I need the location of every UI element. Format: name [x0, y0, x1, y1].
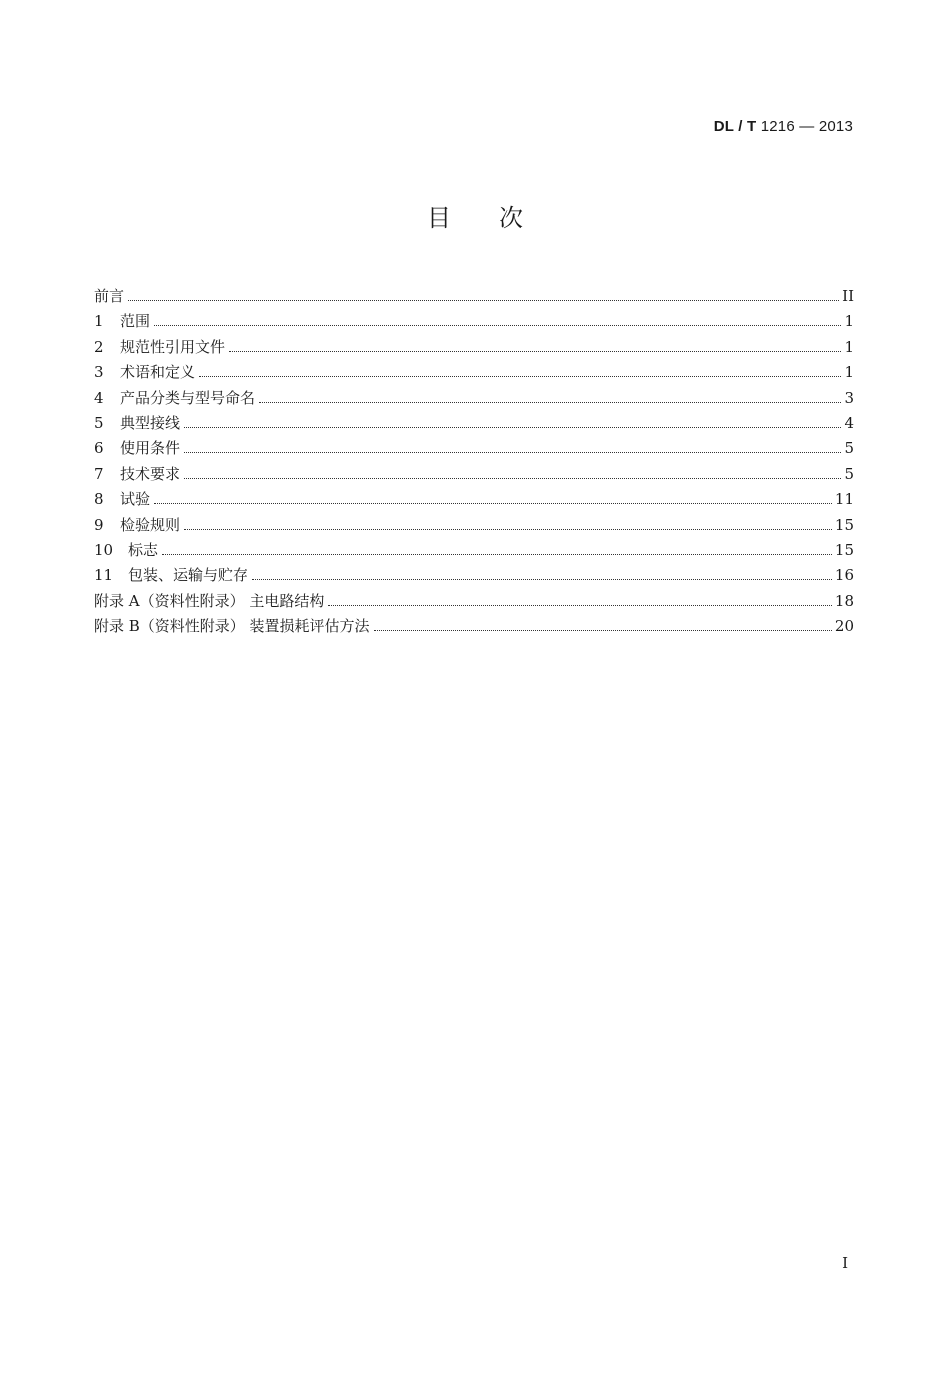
toc-entry-label: 标志 — [128, 540, 159, 559]
standard-code — [714, 118, 853, 135]
toc-entry-page: 15 — [834, 515, 854, 534]
toc-leader-dots — [184, 426, 841, 428]
toc-entry-page: II — [842, 287, 854, 305]
table-of-contents — [94, 285, 854, 640]
toc-leader-dots — [328, 604, 832, 606]
toc-entry-number: 11 — [94, 566, 114, 585]
toc-entry-number: 8 — [94, 490, 104, 509]
toc-entry-page: 1 — [844, 312, 854, 331]
toc-entry-label: 范围 — [120, 312, 151, 331]
toc-leader-dots — [259, 401, 841, 403]
toc-entry-page: 1 — [844, 337, 854, 356]
toc-entry-label: 典型接线 — [120, 413, 181, 432]
toc-entry-number: 9 — [94, 515, 104, 534]
toc-entry-page: 3 — [844, 388, 854, 407]
toc-entry-page: 15 — [834, 540, 854, 559]
toc-entry-9[interactable] — [94, 514, 854, 539]
toc-entry-page: 1 — [844, 363, 854, 382]
toc-entry-label: 使用条件 — [120, 439, 181, 458]
toc-entry-11[interactable] — [94, 564, 854, 589]
toc-entry-foreword[interactable] — [94, 285, 854, 310]
toc-entry-number: 10 — [94, 540, 114, 559]
toc-entry-number: 6 — [94, 439, 104, 458]
toc-entry-number: 5 — [94, 413, 104, 432]
toc-entry-appendix-a[interactable] — [94, 590, 854, 615]
toc-entry-page: 5 — [844, 464, 854, 483]
toc-entry-label: 术语和定义 — [120, 363, 196, 382]
toc-entry-number: 3 — [94, 363, 104, 382]
toc-entry-7[interactable] — [94, 463, 854, 488]
toc-entry-page: 5 — [844, 439, 854, 458]
standard-code-prefix: DL / T — [713, 118, 757, 135]
toc-entry-page: 18 — [834, 591, 854, 610]
toc-entry-label: 产品分类与型号命名 — [120, 388, 256, 407]
toc-entry-5[interactable] — [94, 412, 854, 437]
toc-entry-page: 4 — [844, 413, 854, 432]
toc-entry-6[interactable] — [94, 437, 854, 462]
toc-entry-label: 附录 A（资料性附录） 主电路结构 — [94, 591, 325, 610]
toc-entry-label: 检验规则 — [120, 515, 181, 534]
toc-entry-page: 11 — [834, 490, 854, 509]
page-title: 目次 — [427, 204, 571, 232]
page-number: I — [842, 1254, 848, 1272]
toc-entry-label: 技术要求 — [120, 464, 181, 483]
toc-entry-label: 附录 B（资料性附录） 装置损耗评估方法 — [94, 617, 370, 636]
toc-entry-number: 1 — [94, 312, 104, 331]
toc-entry-label: 规范性引用文件 — [120, 337, 226, 356]
toc-entry-8[interactable] — [94, 488, 854, 513]
toc-leader-dots — [154, 324, 841, 326]
toc-entry-1[interactable] — [94, 310, 854, 335]
toc-entry-number: 7 — [94, 464, 104, 483]
toc-entry-appendix-b[interactable] — [94, 615, 854, 640]
toc-leader-dots — [184, 451, 841, 453]
toc-entry-page: 20 — [834, 617, 854, 636]
toc-leader-dots — [162, 553, 832, 555]
toc-entry-label: 前言 — [94, 287, 125, 305]
toc-entry-2[interactable] — [94, 336, 854, 361]
toc-leader-dots — [199, 375, 841, 377]
toc-entry-number: 4 — [94, 388, 104, 407]
toc-leader-dots — [229, 350, 841, 352]
toc-entry-number: 2 — [94, 337, 104, 356]
toc-entry-label: 包装、运输与贮存 — [128, 566, 249, 585]
toc-entry-10[interactable] — [94, 539, 854, 564]
standard-code-number: 1216 — 2013 — [760, 118, 853, 135]
toc-leader-dots — [184, 528, 832, 530]
toc-leader-dots — [374, 629, 832, 631]
toc-entry-3[interactable] — [94, 361, 854, 386]
toc-leader-dots — [154, 502, 832, 504]
toc-entry-4[interactable] — [94, 387, 854, 412]
toc-leader-dots — [184, 477, 841, 479]
toc-leader-dots — [128, 299, 839, 301]
toc-entry-label: 试验 — [120, 490, 151, 509]
toc-leader-dots — [252, 578, 832, 580]
toc-entry-page: 16 — [834, 566, 854, 585]
